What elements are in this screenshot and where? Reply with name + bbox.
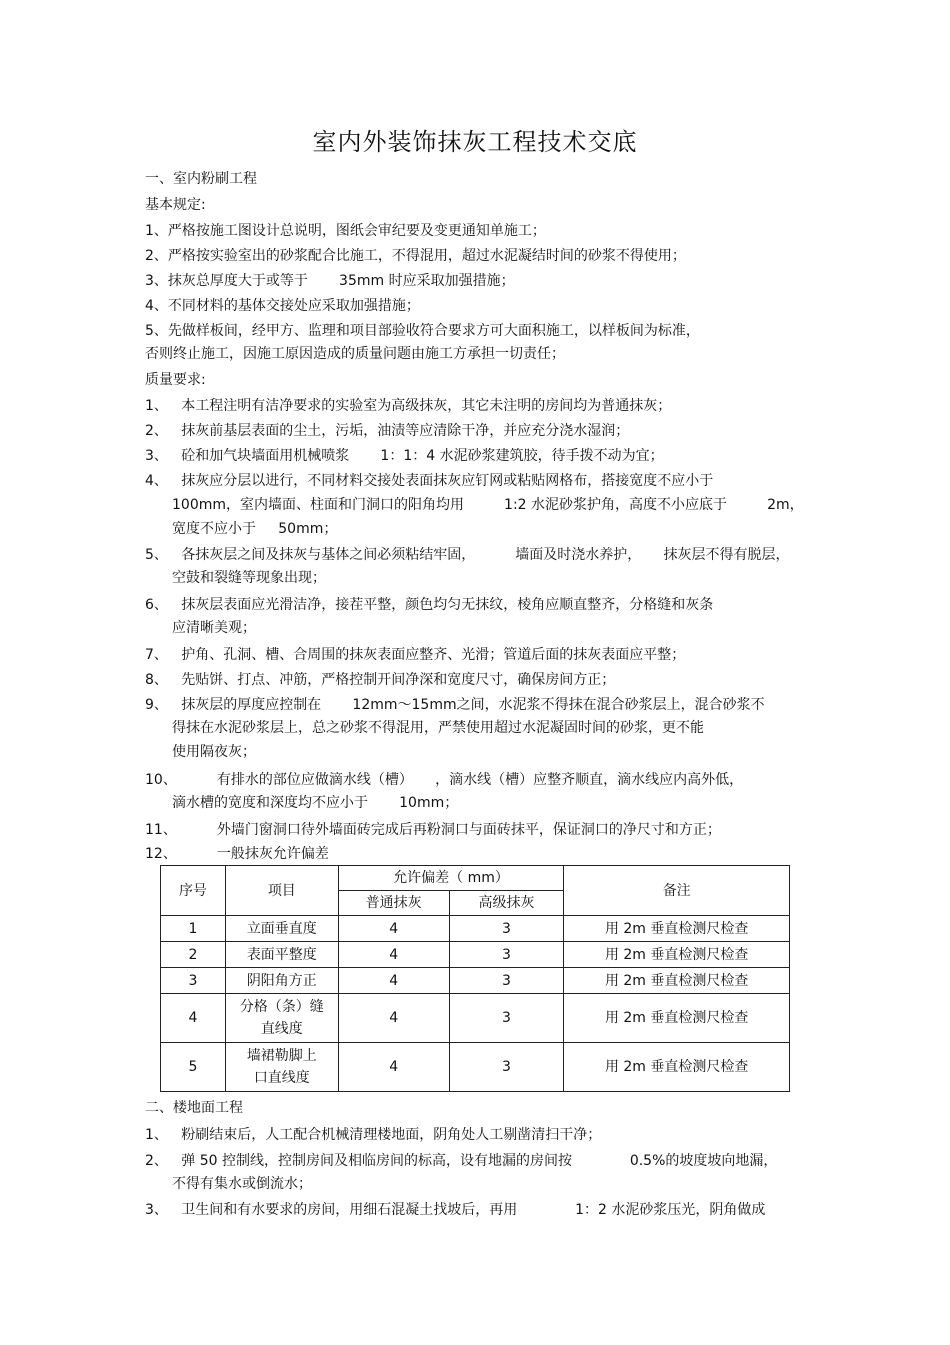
cell-advanced: 3 <box>449 994 564 1043</box>
paragraph-line: 7、 护角、孔洞、槽、合周围的抹灰表面应整齐、光滑；管道后面的抹灰表面应平整； <box>145 647 686 663</box>
section-heading: 二、楼地面工程 <box>145 1100 243 1116</box>
paragraph-line: 5、 各抹灰层之间及抹灰与基体之间必须粘结牢固， 墙面及时浇水养护， 抹灰层不得有脱层， <box>145 547 790 563</box>
cell-item: 表面平整度 <box>225 942 338 968</box>
cell-remark: 用 2m 垂直检测尺检查 <box>564 916 790 942</box>
paragraph-line: 3、 砼和加气块墙面用机械喷浆 1：1：4 水泥砂浆建筑胶，待手拨不动为宜； <box>145 448 664 464</box>
paragraph-line: 2、 抹灰前基层表面的尘土，污垢，油渍等应清除干净，并应充分浇水湿润； <box>145 423 630 439</box>
tolerance-table <box>160 865 790 1092</box>
paragraph-line: 4、 抹灰应分层以进行，不同材料交接处表面抹灰应钉网或粘贴网格布，搭接宽度不应小于 <box>145 473 714 489</box>
cell-item: 立面垂直度 <box>225 916 338 942</box>
paragraph-line: 8、 先贴饼、打点、冲筋，严格控制开间净深和宽度尺寸，确保房间方正； <box>145 672 616 688</box>
paragraph-line: 12、 一般抹灰允许偏差 <box>145 846 329 862</box>
subheading: 质量要求: <box>145 372 206 388</box>
cell-item-line: 分格（条）缝 <box>239 999 324 1015</box>
paragraph-line: 1、严格按施工图设计总说明，图纸会审纪要及变更通知单施工； <box>145 223 546 239</box>
subheading: 基本规定: <box>145 197 206 213</box>
header-remark: 备注 <box>564 866 790 916</box>
paragraph-line: 2、严格按实验室出的砂浆配合比施工，不得混用，超过水泥凝结时间的砂浆不得使用； <box>145 248 686 264</box>
section-heading: 一、室内粉刷工程 <box>145 171 257 187</box>
cell-item-line: 口直线度 <box>253 1070 310 1086</box>
table-row <box>161 942 790 968</box>
paragraph-line: 滴水槽的宽度和深度均不应小于 10mm； <box>172 795 459 811</box>
header-tolerance: 允许偏差（ mm） <box>338 866 564 891</box>
cell-item: 阴阳角方正 <box>225 968 338 994</box>
cell-item-line: 墙裙勒脚上 <box>246 1048 317 1064</box>
paragraph-line: 使用隔夜灰； <box>172 744 256 760</box>
paragraph-line: 11、 外墙门窗洞口待外墙面砖完成后再粉洞口与面砖抹平，保证洞口的净尺寸和方正； <box>145 822 721 838</box>
cell-no: 2 <box>161 942 226 968</box>
table-row <box>161 916 790 942</box>
paragraph-line: 应清晰美观； <box>172 620 256 636</box>
cell-normal: 4 <box>338 1043 449 1092</box>
paragraph-line: 否则终止施工，因施工原因造成的质量问题由施工方承担一切责任； <box>145 346 565 362</box>
header-no: 序号 <box>161 866 226 916</box>
document-title: 室内外装饰抹灰工程技术交底 <box>312 128 638 156</box>
cell-normal: 4 <box>338 968 449 994</box>
paragraph-line: 3、 卫生间和有水要求的房间，用细石混凝土找坡后，再用 1：2 水泥砂浆压光，阴角做成 <box>145 1202 766 1218</box>
cell-item <box>225 1043 338 1092</box>
cell-advanced: 3 <box>449 916 564 942</box>
cell-advanced: 3 <box>449 968 564 994</box>
cell-no: 5 <box>161 1043 226 1092</box>
cell-item-line: 直线度 <box>260 1021 303 1037</box>
paragraph-line: 9、 抹灰层的厚度应控制在 12mm～15mm之间，水泥浆不得抹在混合砂浆层上，混合砂浆不 <box>145 697 765 713</box>
cell-no: 4 <box>161 994 226 1043</box>
cell-advanced: 3 <box>449 942 564 968</box>
paragraph-line: 3、抹灰总厚度大于或等于 35mm 时应采取加强措施； <box>145 273 515 289</box>
cell-normal: 4 <box>338 916 449 942</box>
paragraph-line: 100mm，室内墙面、柱面和门洞口的阳角均用 1:2 水泥砂浆护角，高度不小应底于 2m， <box>172 497 804 513</box>
cell-no: 3 <box>161 968 226 994</box>
cell-remark: 用 2m 垂直检测尺检查 <box>564 968 790 994</box>
table-row <box>161 1043 790 1092</box>
paragraph-line: 5、先做样板间，经甲方、监理和项目部验收符合要求方可大面积施工，以样板间为标准， <box>145 323 700 339</box>
cell-remark: 用 2m 垂直检测尺检查 <box>564 1043 790 1092</box>
paragraph-line: 不得有集水或倒流水； <box>172 1176 312 1192</box>
paragraph-line: 宽度不应小于 50mm； <box>172 521 338 537</box>
cell-remark: 用 2m 垂直检测尺检查 <box>564 994 790 1043</box>
cell-no: 1 <box>161 916 226 942</box>
paragraph-line: 4、不同材料的基体交接处应采取加强措施； <box>145 298 420 314</box>
header-normal: 普通抹灰 <box>338 891 449 916</box>
paragraph-line: 1、 本工程注明有洁净要求的实验室为高级抹灰，其它未注明的房间均为普通抹灰； <box>145 398 672 414</box>
cell-normal: 4 <box>338 994 449 1043</box>
paragraph-line: 10、 有排水的部位应做滴水线（槽） ，滴水线（槽）应整齐顺直，滴水线应内高外低， <box>145 772 744 788</box>
header-item: 项目 <box>225 866 338 916</box>
paragraph-line: 空鼓和裂缝等现象出现； <box>172 570 326 586</box>
cell-remark: 用 2m 垂直检测尺检查 <box>564 942 790 968</box>
table-row <box>161 994 790 1043</box>
paragraph-line: 1、 粉刷结束后，人工配合机械清理楼地面，阴角处人工剔凿清扫干净； <box>145 1127 602 1143</box>
paragraph-line: 得抹在水泥砂浆层上，总之砂浆不得混用，严禁使用超过水泥凝固时间的砂浆，更不能 <box>172 720 704 736</box>
header-advanced: 高级抹灰 <box>449 891 564 916</box>
cell-advanced: 3 <box>449 1043 564 1092</box>
paragraph-line: 2、 弹 50 控制线，控制房间及相临房间的标高，设有地漏的房间按 0.5%的坡度坡向地漏， <box>145 1153 778 1169</box>
table-row <box>161 968 790 994</box>
cell-normal: 4 <box>338 942 449 968</box>
paragraph-line: 6、 抹灰层表面应光滑洁净，接茬平整，颜色均匀无抹纹，棱角应顺直整齐，分格缝和灰条 <box>145 597 714 613</box>
cell-item <box>225 994 338 1043</box>
